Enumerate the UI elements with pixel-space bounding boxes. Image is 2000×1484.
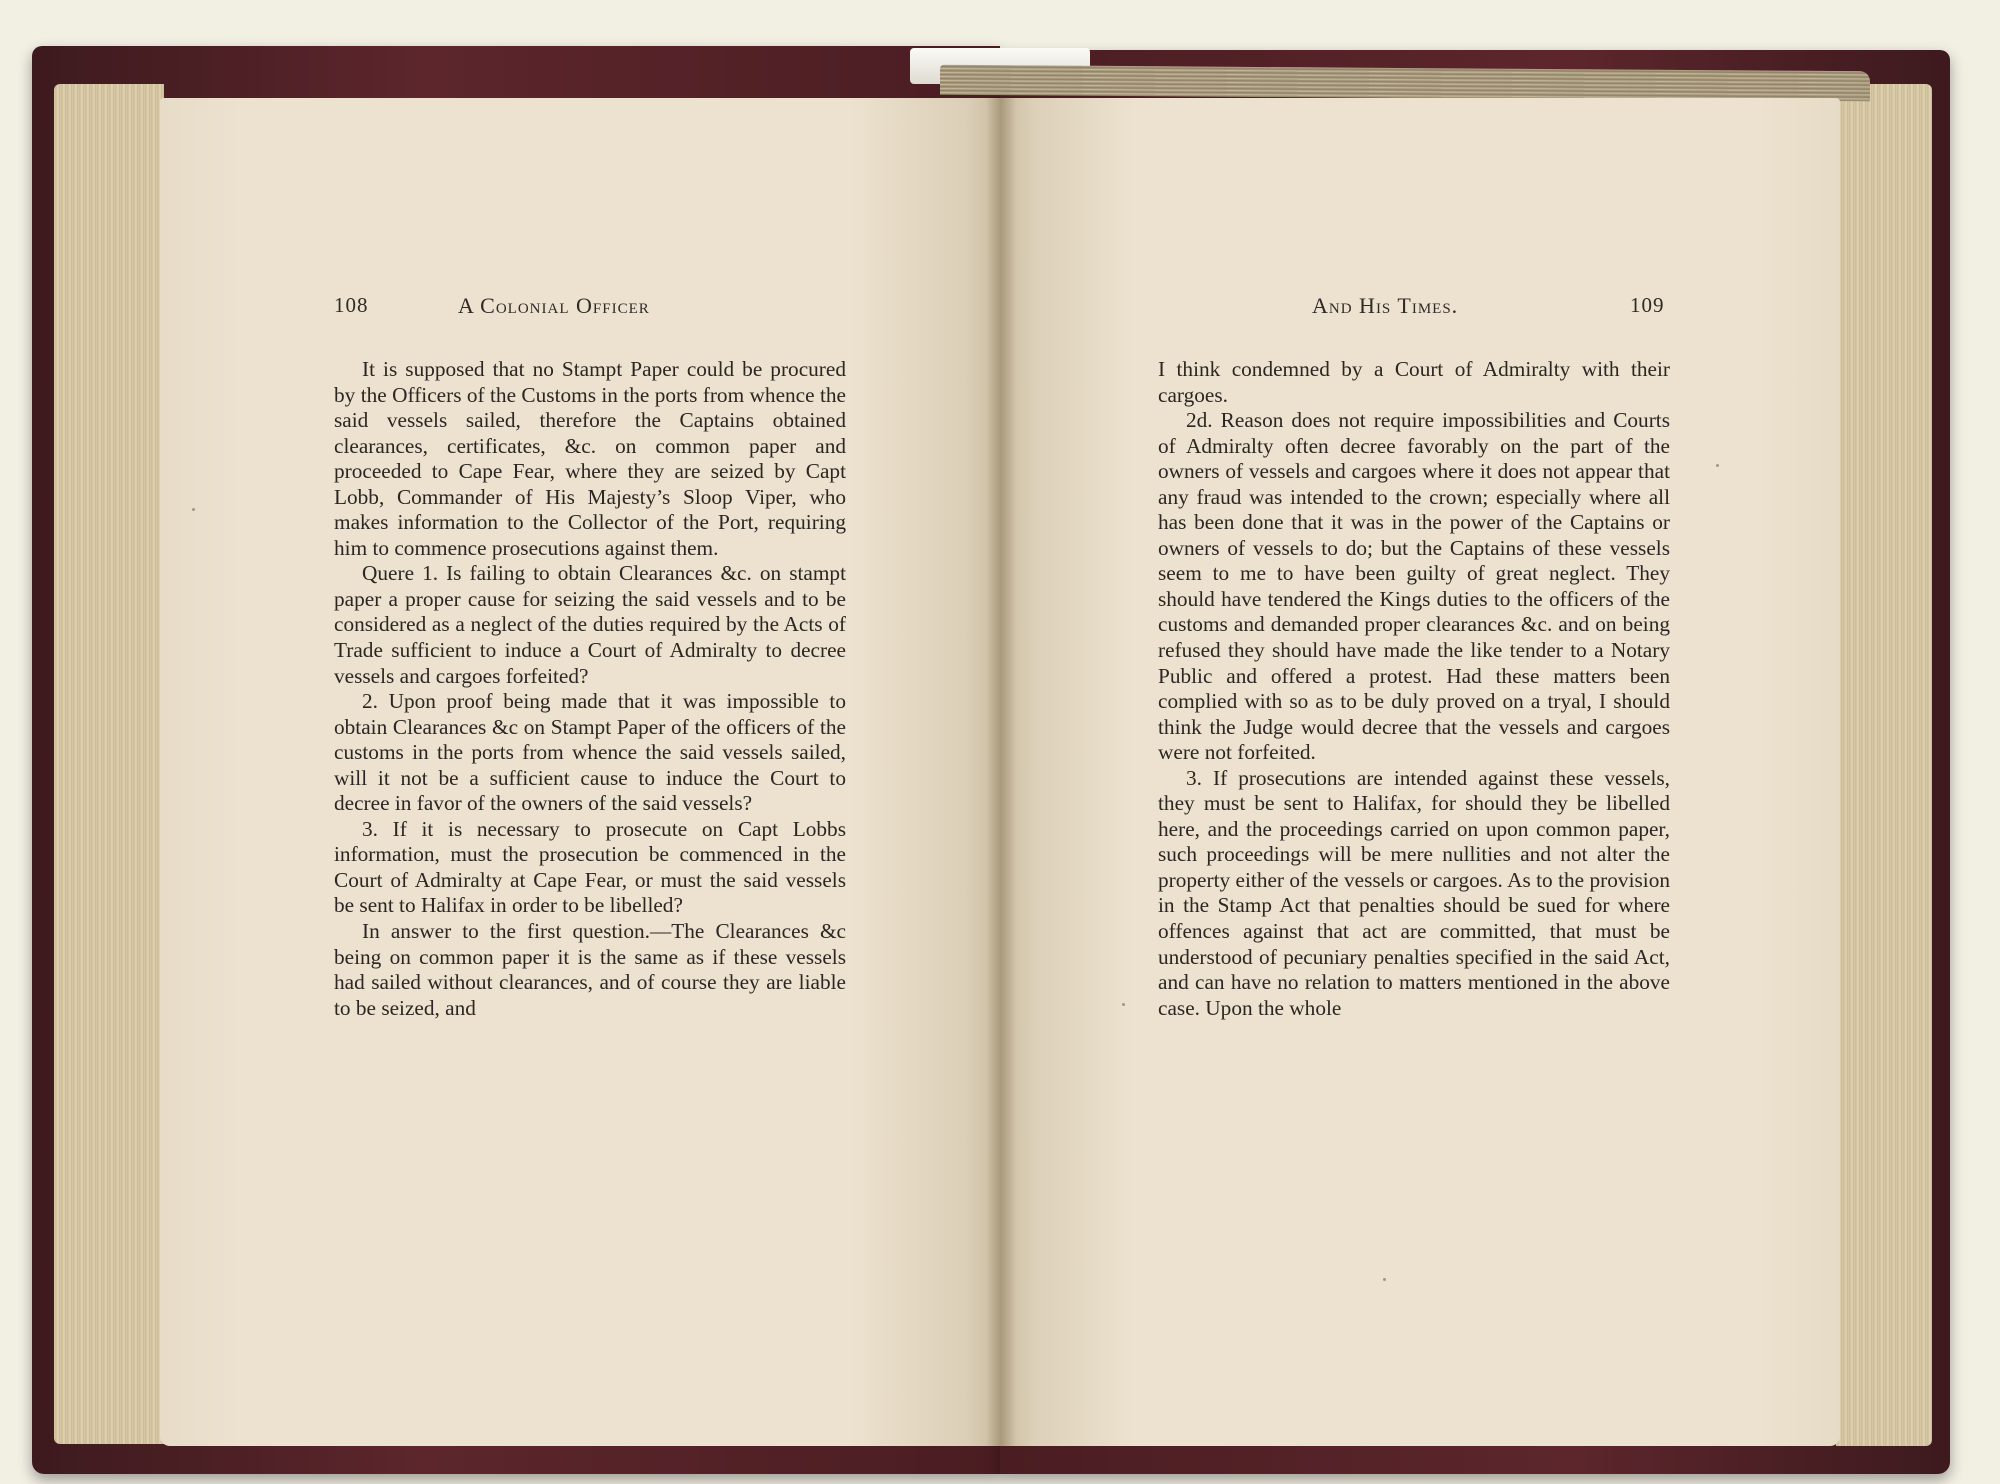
right-running-head [1312, 293, 1458, 323]
left-page-body [334, 357, 846, 1021]
left-running-head [458, 293, 650, 323]
paragraph: 2. Upon proof being made that it was impossible to obtain Clearances &c on Stampt Paper of the officers of the customs in the ports from whence the said vessels sailed, will it not be a sufficient cause to induce the Court to decree in favor of the owners of the said vessels? [334, 689, 846, 816]
paper-speck [192, 508, 195, 511]
right-running-head-text: And His Times. [1312, 293, 1459, 318]
paper-speck [1716, 464, 1719, 467]
paper-speck [1383, 1278, 1386, 1281]
paragraph: 2d. Reason does not require impossibilities and Courts of Admiralty often decree favorably on the part of the owners of vessels and cargoes where it does not appear that any fraud was intended to the crown; especially where all has been done that it was in the power of the Captains or owners of vessels to do; but the Captains of these vessels seem to me to have been guilty of great neglect. They should have tendered the Kings duties to the officers of the customs and demanded proper clearances &c. and on being refused they should have made the like tender to a Notary Public and offered a protest. Had these matters been complied with so as to be duly proved on a tryal, I should think the Judge would decree that the vessels and cargoes were not forfeited. [1158, 408, 1670, 765]
paper-speck [1122, 1003, 1125, 1006]
paragraph: In answer to the first question.—The Clearances &c being on common paper it is the same as if these vessels had sailed without clearances, and of course they are liable to be seized, and [334, 919, 846, 1020]
left-running-head-text: A Colonial Officer [458, 293, 650, 318]
paragraph: 3. If it is necessary to prosecute on Capt Lobbs information, must the prosecution be commenced in the Court of Admiralty at Cape Fear, or must the said vessels be sent to Halifax in order to be libelled? [334, 816, 846, 918]
paragraph: It is supposed that no Stampt Paper could be procured by the Officers of the Customs in the ports from whence the said vessels sailed, therefore the Captains obtained clearances, certificates, &c. on common paper and proceeded to Cape Fear, where they are seized by Capt Lobb, Commander of His Majesty’s Sloop Viper, who makes information to the Collector of the Port, requiring him to commence prosecutions against them. [334, 357, 846, 560]
left-page-number: 108 [334, 293, 369, 317]
right-page-body [1158, 357, 1670, 1021]
page-edges-left [54, 84, 164, 1444]
paragraph: 3. If prosecutions are intended against these vessels, they must be sent to Halifax, for should they be libelled here, and the proceedings carried on upon common paper, such proceedings will be mere nullities and not alter the property either of the vessels or cargoes. As to the provision in the Stamp Act that penalties should be sued for where offences against that act are committed, that must be understood of pecuniary penalties specified in the said Act, and can have no relation to matters mentioned in the above case. Upon the whole [1158, 765, 1670, 1020]
book-gutter [986, 98, 1016, 1446]
right-page-number: 109 [1630, 293, 1665, 317]
paragraph: Quere 1. Is failing to obtain Clearances &c. on stampt paper a proper cause for seizing the said vessels and to be considered as a neglect of the duties required by the Acts of Trade sufficient to induce a Court of Admiralty to decree vessels and cargoes forfeited? [334, 561, 846, 688]
page-edges-right [1836, 84, 1932, 1446]
paragraph: I think condemned by a Court of Admiralty with their cargoes. [1158, 357, 1670, 407]
